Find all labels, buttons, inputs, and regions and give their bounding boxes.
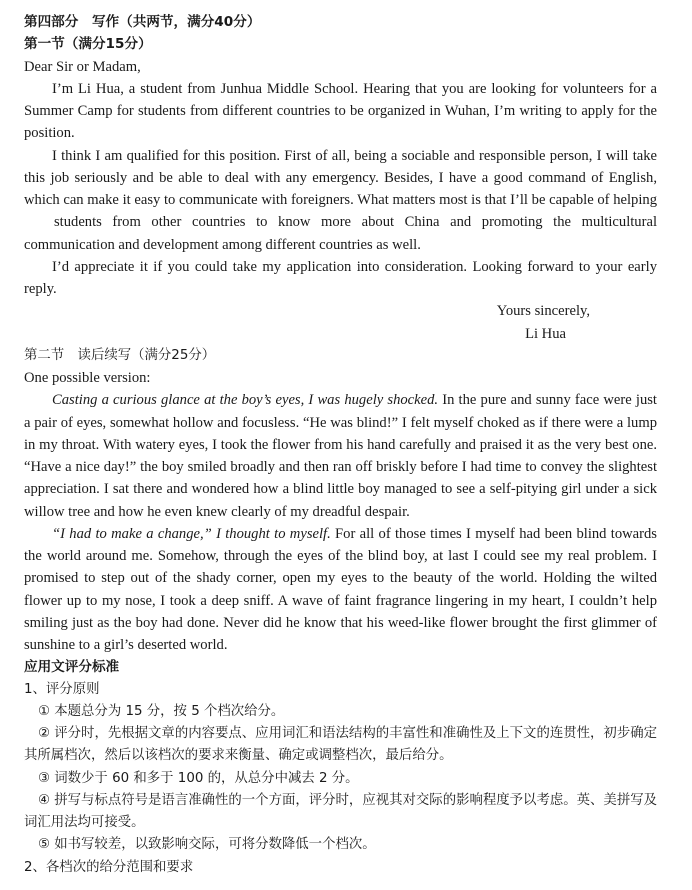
- criteria-heading: 应用文评分标准: [24, 659, 120, 676]
- principle-item-5: ⑤ 如书写较差，以致影响交际，可将分数降低一个档次。: [38, 837, 376, 853]
- principle-item-2: ② 评分时，先根据文章的内容要点、应用词汇和语法结构的丰富性和准确性及上下文的连贯性，初步确定其所属档次，然后以该档次的要求来衡量、确定或调整档次，最后给分。: [24, 726, 657, 764]
- answer-key-page: [24, 11, 657, 879]
- principle-item-3: ③ 词数少于 60 和多于 100 的，从总分中减去 2 分。: [38, 770, 359, 786]
- letter-paragraph-2: [24, 145, 657, 256]
- story-paragraph-2-text: For all of those times I myself had been blind towards the world around me. Somehow, through the eyes of the blind boy, at last I could see my real problem. I promised to step out of the shady corner, open my eyes to the beauty of the world. Holding the wilted flower up to my nose, I took a deep sniff. A wave of faint fragrance lingering in my heart, I couldn’t help smiling just as the boy had done. Never did he know that his weed-like flower brought the first glimmer of sunshine to a girl’s deserted world.: [24, 525, 657, 653]
- ranges-heading: 2、各档次的给分范围和要求: [24, 859, 194, 875]
- section1-heading: 第一节（满分15分）: [24, 36, 152, 53]
- story-paragraph-2: [24, 523, 657, 657]
- principles-heading: 1、评分原则: [24, 681, 100, 697]
- story-paragraph-2-opening: “I had to make a change,” I thought to myself.: [52, 525, 331, 542]
- part4-heading: 第四部分 写作（共两节，满分40分）: [24, 14, 261, 30]
- letter-closing: Yours sincerely,: [496, 303, 590, 320]
- principle-item-1: ① 本题总分为 15 分，按 5 个档次给分。: [38, 703, 285, 719]
- letter-paragraph-2-cont: students from other countries to know more about China and promoting the multicultural communication and development among different countries as well.: [24, 214, 657, 253]
- letter-paragraph-2-text: I think I am qualified for this position. First of all, being a sociable and responsible person, I will take this job seriously and be able to deal with any emergency. Besides, I have a good command of English, which can make it easy to communicate with foreigners. What matters most is that I’ll be capable of helping: [24, 147, 657, 208]
- principle-item-4: ④ 拼写与标点符号是语言准确性的一个方面，评分时，应视其对交际的影响程度予以考虑。英、美拼写及词汇用法均可接受。: [24, 792, 657, 830]
- letter-salutation: Dear Sir or Madam,: [24, 58, 141, 75]
- letter-paragraph-3: I’d appreciate it if you could take my application into consideration. Looking forward to your early reply.: [24, 258, 657, 297]
- section2-heading: 第二节 读后续写（满分25分）: [24, 347, 216, 363]
- letter-paragraph-1: I’m Li Hua, a student from Junhua Middle School. Hearing that you are looking for volunteers for a Summer Camp for students from different countries to be organized in Wuhan, I’m writing to apply for the position.: [24, 80, 657, 142]
- letter-signature: Li Hua: [525, 325, 566, 342]
- story-paragraph-1-text: In the pure and sunny face were just a pair of eyes, somewhat hollow and focusless. “He was blind!” I felt myself choked as if there were a lump in my throat. With watery eyes, I took the flower from his hand carefully and praised it as the very best one. “Have a nice day!” the boy smiled broadly and then ran off briskly before I had time to convey the slightest appreciation. I sat there and wondered how a blind little boy managed to see a self-pitying girl under a sick willow tree and how he even knew clearly of my dreadful despair.: [24, 392, 657, 520]
- story-paragraph-1: [24, 389, 657, 523]
- section2-intro: One possible version:: [24, 370, 151, 386]
- story-paragraph-1-opening: Casting a curious glance at the boy’s eyes, I was hugely shocked.: [52, 392, 439, 409]
